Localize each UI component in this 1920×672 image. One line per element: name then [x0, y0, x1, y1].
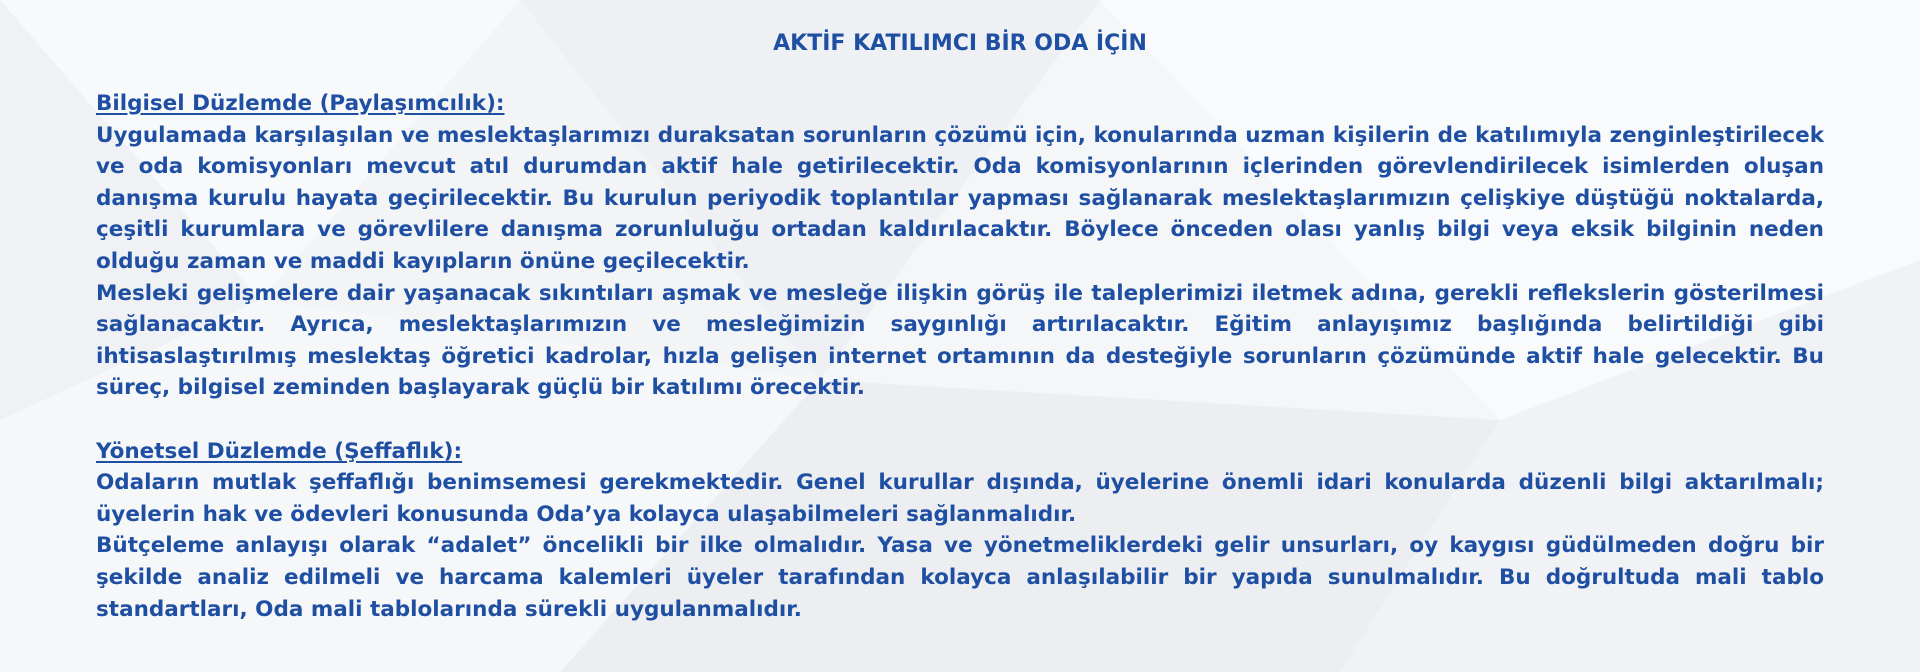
section-bilgisel [96, 88, 1824, 404]
section-spacer [96, 404, 1824, 436]
section-heading-bilgisel: Bilgisel Düzlemde (Paylaşımcılık): [96, 91, 505, 116]
document-title: AKTİF KATILIMCI BİR ODA İÇİN [773, 31, 1147, 56]
section-heading-yonetsel: Yönetsel Düzlemde (Şeffaflık): [96, 438, 463, 464]
paragraph: Bütçeleme anlayışı olarak “adalet” öncelikli bir ilke olmalıdır. Yasa ve yönetmeliklerdeki gelir unsurları, oy kaygısı güdülmeden doğru bir şekilde analiz edilmeli ve harcama kalemleri üyeler tarafından kolayca anlaşılabilir bir yapıda sunulmalıdır. Bu doğrultuda mali tablo standartları, Oda mali tablolarında sürekli uygulanmalıdır. [96, 533, 1824, 622]
paragraph: Odaların mutlak şeffaflığı benimsemesi gerekmektedir. Genel kurullar dışında, üyelerine önemli idari konularda düzenli bilgi aktarılmalı; üyelerin hak ve ödevleri konusunda Oda’ya kolayca ulaşabilmeleri sağlanmalıdır. [96, 470, 1824, 527]
document-page [96, 28, 1824, 625]
paragraph: Mesleki gelişmelere dair yaşanacak sıkıntıları aşmak ve mesleğe ilişkin görüş ile taleplerimizi iletmek adına, gerekli reflekslerin gösterilmesi sağlanacaktır. Ayrıca, meslektaşlarımızın ve mesleğimizin saygınlığı artırılacaktır. Eğitim anlayışımız başlığında belirtildiği gibi ihtisaslaştırılmış meslektaş öğretici kadrolar, hızla gelişen internet ortamının da desteğiyle sorunların çözümünde aktif hale gelecektir. Bu süreç, bilgisel zeminden başlayarak güçlü bir katılımı örecektir. [96, 280, 1824, 401]
paragraph: Uygulamada karşılaşılan ve meslektaşlarımızı duraksatan sorunların çözümü için, konularında uzman kişilerin de katılımıyla zenginleştirilecek ve oda komisyonları mevcut atıl durumdan aktif hale getirilecektir. Oda komisyonlarının içlerinden görevlendirilecek isimlerden oluşan danışma kurulu hayata geçirilecektir. Bu kurulun periyodik toplantılar yapması sağlanarak meslektaşlarımızın çelişkiye düştüğü noktalarda, çeşitli kurumlara ve görevlilere danışma zorunluluğu ortadan kaldırılacaktır. Böylece önceden olası yanlış bilgi veya eksik bilginin neden olduğu zaman ve maddi kayıpların önüne geçilecektir. [96, 122, 1824, 274]
section-yonetsel [96, 436, 1824, 626]
